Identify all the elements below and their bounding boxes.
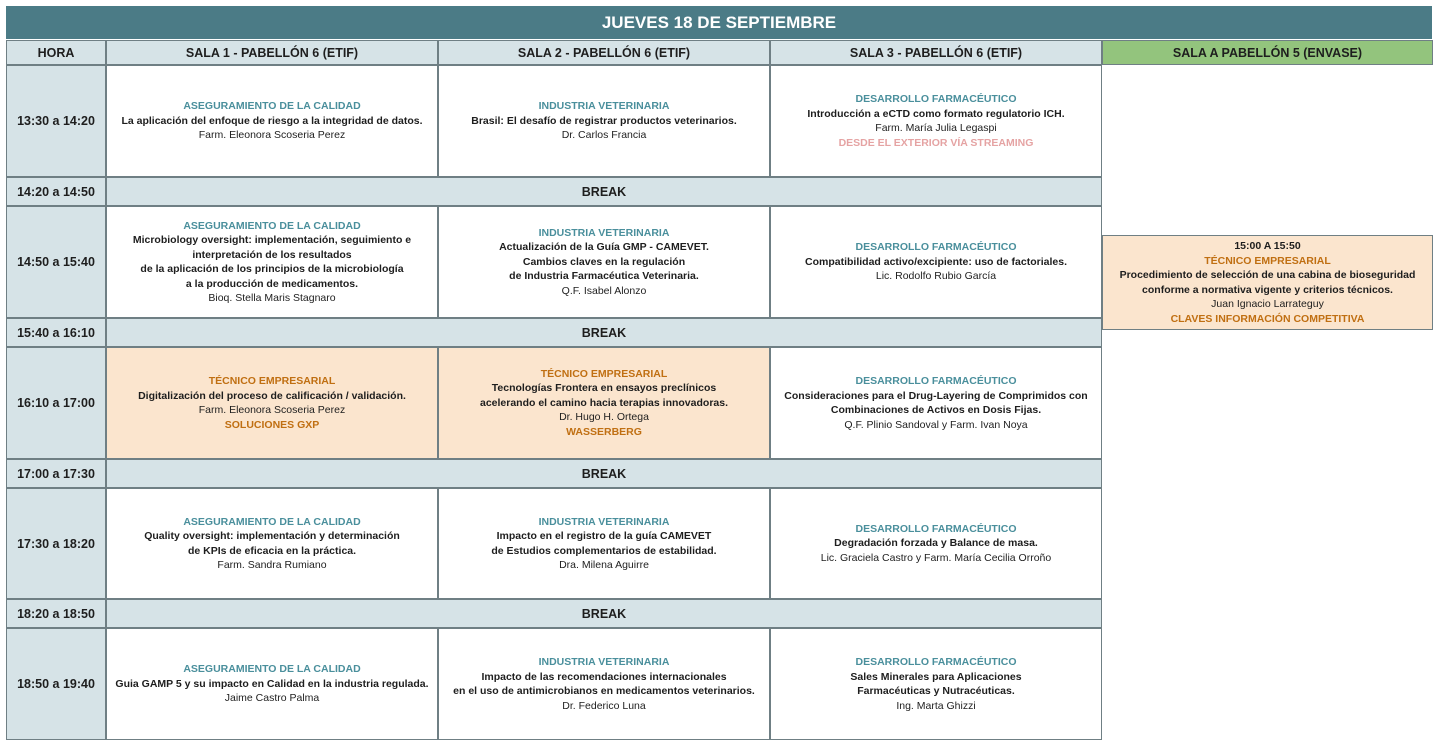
- session-category: INDUSTRIA VETERINARIA: [538, 226, 670, 239]
- session-category: ASEGURAMIENTO DE LA CALIDAD: [183, 515, 361, 528]
- session-category: TÉCNICO EMPRESARIAL: [540, 367, 668, 380]
- hour-cell: 14:50 a 15:40: [6, 206, 106, 318]
- session-speaker: Farm. Eleonora Scoseria Perez: [198, 129, 346, 142]
- session-cell: [106, 206, 438, 318]
- sala-a-session-cell: [1102, 235, 1433, 330]
- session-cell: [438, 65, 770, 177]
- session-speaker: Juan Ignacio Larrateguy: [1211, 298, 1324, 310]
- hour-cell: 17:00 a 17:30: [6, 459, 106, 488]
- hour-cell: 14:20 a 14:50: [6, 177, 106, 206]
- session-speaker: Lic. Graciela Castro y Farm. María Cecilia Orroño: [820, 551, 1052, 564]
- break-row: BREAK: [106, 459, 1102, 488]
- session-speaker: Dr. Federico Luna: [562, 699, 646, 712]
- session-title: La aplicación del enfoque de riesgo a la integridad de datos.: [121, 114, 423, 127]
- session-category: ASEGURAMIENTO DE LA CALIDAD: [183, 663, 361, 676]
- session-title: Introducción a eCTD como formato regulatorio ICH.: [807, 107, 1065, 120]
- hour-cell: 16:10 a 17:00: [6, 347, 106, 459]
- break-row: BREAK: [106, 599, 1102, 628]
- session-speaker: Dra. Milena Aguirre: [559, 559, 649, 571]
- session-cell: [106, 65, 438, 177]
- session-title: Procedimiento de selección de una cabina de bioseguridad conforme a normativa vigente y criterios técnicos.: [1119, 269, 1416, 296]
- session-cell: [438, 488, 770, 599]
- hour-cell: 15:40 a 16:10: [6, 318, 106, 347]
- hour-cell: 13:30 a 14:20: [6, 65, 106, 177]
- session-cell: [106, 488, 438, 599]
- session-speaker: Farm. Sandra Rumiano: [217, 559, 327, 571]
- session-title: Digitalización del proceso de calificación / validación.: [138, 389, 406, 402]
- session-category: DESARROLLO FARMACÉUTICO: [855, 93, 1017, 105]
- header-sala-3: SALA 3 - PABELLÓN 6 (ETIF): [770, 40, 1102, 65]
- session-category: DESARROLLO FARMACÉUTICO: [855, 241, 1017, 254]
- session-title: Guia GAMP 5 y su impacto en Calidad en la industria regulada.: [115, 677, 429, 690]
- break-row: BREAK: [106, 318, 1102, 347]
- session-title: Sales Minerales para Aplicaciones Farmacéuticas y Nutracéuticas.: [850, 670, 1022, 697]
- session-category: DESARROLLO FARMACÉUTICO: [855, 375, 1017, 387]
- session-category: INDUSTRIA VETERINARIA: [538, 100, 670, 113]
- session-cell: [438, 628, 770, 740]
- session-speaker: Q.F. Plinio Sandoval y Farm. Ivan Noya: [844, 418, 1028, 431]
- session-category: TÉCNICO EMPRESARIAL: [1204, 254, 1331, 267]
- page-title: JUEVES 18 DE SEPTIEMBRE: [6, 6, 1432, 39]
- session-speaker: Ing. Marta Ghizzi: [896, 699, 976, 712]
- session-cell: [770, 347, 1102, 459]
- session-speaker: Farm. Eleonora Scoseria Perez: [198, 404, 346, 416]
- session-cell: [106, 347, 438, 459]
- sponsor-note: CLAVES INFORMACIÓN COMPETITIVA: [1170, 312, 1365, 325]
- session-cell: [438, 206, 770, 318]
- session-speaker: Jaime Castro Palma: [224, 692, 320, 705]
- session-category: INDUSTRIA VETERINARIA: [538, 656, 670, 668]
- session-cell: [438, 347, 770, 459]
- session-title: Brasil: El desafío de registrar productos veterinarios.: [471, 114, 737, 127]
- session-category: DESARROLLO FARMACÉUTICO: [855, 656, 1017, 668]
- session-cell: [770, 65, 1102, 177]
- hour-cell: 18:20 a 18:50: [6, 599, 106, 628]
- session-title: Consideraciones para el Drug-Layering de Comprimidos con Combinaciones de Activos en Dosis Fijas.: [784, 389, 1088, 416]
- session-title: Actualización de la Guía GMP - CAMEVET. Cambios claves en la regulación de Industria Farmacéutica Veterinaria.: [499, 241, 709, 283]
- session-speaker: Lic. Rodolfo Rubio García: [875, 270, 997, 283]
- session-cell: [770, 488, 1102, 599]
- header-sala-2: SALA 2 - PABELLÓN 6 (ETIF): [438, 40, 770, 65]
- session-category: DESARROLLO FARMACÉUTICO: [855, 522, 1017, 535]
- header-sala-1: SALA 1 - PABELLÓN 6 (ETIF): [106, 40, 438, 65]
- session-title: Tecnologías Frontera en ensayos preclínicos acelerando el camino hacia terapias innovadoras.: [479, 382, 729, 409]
- break-row: BREAK: [106, 177, 1102, 206]
- header-sala-a: SALA A PABELLÓN 5 (ENVASE): [1102, 40, 1433, 65]
- streaming-note: DESDE EL EXTERIOR VÍA STREAMING: [838, 136, 1034, 149]
- session-cell: [770, 628, 1102, 740]
- hour-cell: 17:30 a 18:20: [6, 488, 106, 599]
- session-cell: [770, 206, 1102, 318]
- session-title: Impacto en el registro de la guía CAMEVET de Estudios complementarios de estabilidad.: [491, 530, 717, 557]
- hour-cell: 18:50 a 19:40: [6, 628, 106, 740]
- session-speaker: Farm. María Julia Legaspi: [875, 122, 997, 134]
- session-category: TÉCNICO EMPRESARIAL: [208, 375, 336, 387]
- session-title: Compatibilidad activo/excipiente: uso de factoriales.: [805, 255, 1067, 268]
- session-cell: [106, 628, 438, 740]
- session-speaker: Dr. Carlos Francia: [561, 129, 647, 142]
- session-title: Microbiology oversight: implementación, seguimiento e interpretación de los resultados de la aplicación de los principios de la microbiología a la producción de medicamentos.: [132, 234, 412, 290]
- session-category: ASEGURAMIENTO DE LA CALIDAD: [183, 219, 361, 232]
- session-title: Impacto de las recomendaciones internacionales en el uso de antimicrobianos en medicamentos veterinarios.: [453, 670, 755, 697]
- session-title: Degradación forzada y Balance de masa.: [834, 537, 1038, 550]
- session-speaker: Bioq. Stella Maris Stagnaro: [208, 292, 336, 304]
- header-hora: HORA: [6, 40, 106, 65]
- session-speaker: Dr. Hugo H. Ortega: [559, 411, 649, 424]
- session-time: 15:00 A 15:50: [1234, 240, 1301, 252]
- sponsor-note: SOLUCIONES GXP: [224, 418, 320, 431]
- session-category: ASEGURAMIENTO DE LA CALIDAD: [183, 100, 361, 113]
- session-title: Quality oversight: implementación y determinación de KPIs de eficacia en la práctica.: [144, 530, 400, 557]
- session-category: INDUSTRIA VETERINARIA: [538, 515, 670, 528]
- session-speaker: Q.F. Isabel Alonzo: [561, 284, 647, 297]
- sponsor-note: WASSERBERG: [566, 425, 642, 438]
